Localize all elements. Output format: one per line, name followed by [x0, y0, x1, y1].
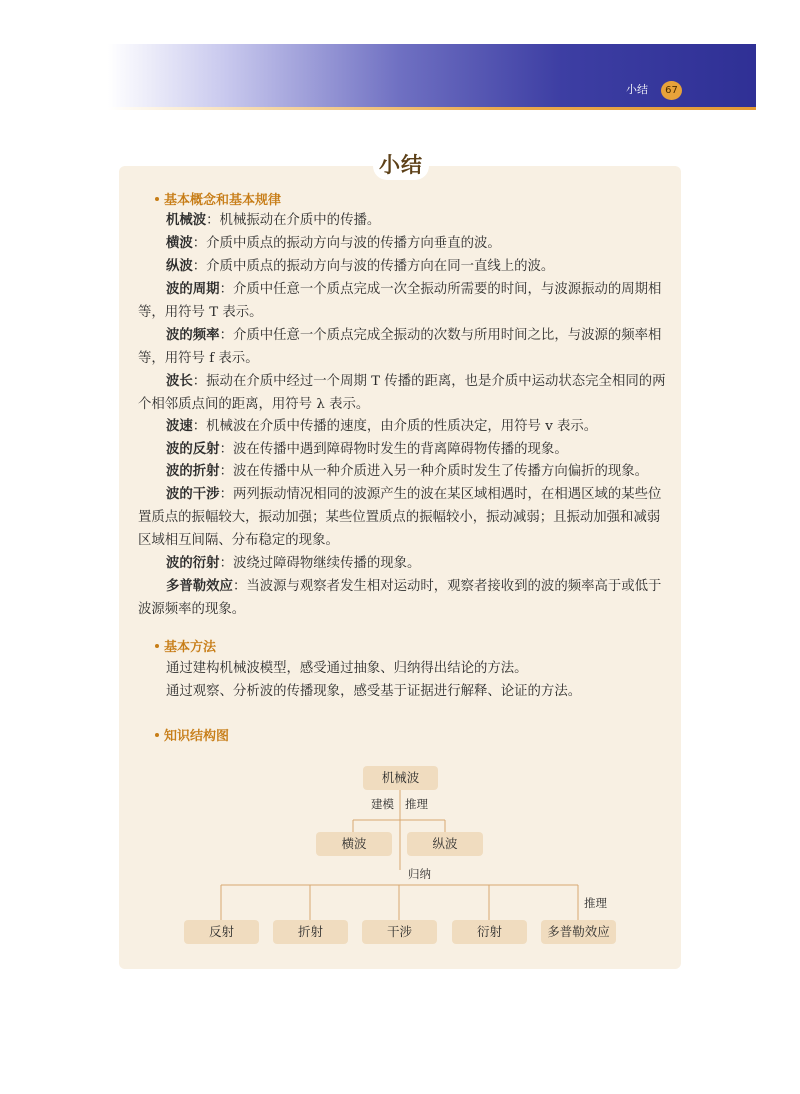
node-refraction: 折射 [273, 920, 348, 944]
page-title: 小结 [373, 151, 429, 180]
definition-reflection: 波的反射：波在传播中遇到障碍物时发生的背离障碍物传播的现象。 [166, 442, 568, 457]
edge-label-modeling: 建模 [371, 797, 394, 811]
method-line-1: 通过建构机械波模型，感受通过抽象、归纳得出结论的方法。 [166, 661, 528, 676]
node-longitudinal-wave: 纵波 [407, 832, 483, 856]
definition-mechanical-wave: 机械波：机械振动在介质中的传播。 [166, 213, 381, 228]
definition-longitudinal-wave: 纵波：介质中质点的振动方向与波的传播方向在同一直线上的波。 [166, 259, 555, 274]
header-section-label: 小结 [626, 83, 648, 96]
definition-frequency: 波的频率：介质中任意一个质点完成全振动的次数与所用时间之比，与波源的频率相等，用符号 f 表示。 [138, 328, 662, 366]
definition-diffraction: 波的衍射：波绕过障碍物继续传播的现象。 [166, 556, 421, 571]
node-transverse-wave: 横波 [316, 832, 392, 856]
definition-interference: 波的干涉：两列振动情况相同的波源产生的波在某区域相遇时，在相遇区域的某些位置质点的振幅较大，振动加强；某些位置质点的振幅较小，振动减弱；且振动加强和减弱区域相互间隔、分布稳定的现象。 [138, 487, 662, 548]
definition-transverse-wave: 横波：介质中质点的振动方向与波的传播方向垂直的波。 [166, 236, 501, 251]
node-doppler-effect: 多普勒效应 [541, 920, 616, 944]
section-heading-methods: 基本方法 [155, 639, 216, 657]
edge-label-induction: 归纳 [408, 867, 431, 881]
section-heading-structure: 知识结构图 [155, 728, 229, 746]
definition-period: 波的周期：介质中任意一个质点完成一次全振动所需要的时间，与波源振动的周期相等，用符号 T 表示。 [138, 282, 662, 320]
section-heading-basics: 基本概念和基本规律 [155, 192, 281, 210]
node-diffraction: 衍射 [452, 920, 527, 944]
node-mechanical-wave: 机械波 [363, 766, 438, 790]
page-number-badge: 67 [661, 81, 682, 100]
method-line-2: 通过观察、分析波的传播现象，感受基于证据进行解释、论证的方法。 [166, 684, 582, 699]
node-interference: 干涉 [362, 920, 437, 944]
edge-label-reasoning: 推理 [405, 797, 428, 811]
definition-doppler-effect: 多普勒效应：当波源与观察者发生相对运动时，观察者接收到的波的频率高于或低于波源频率的现象。 [138, 579, 662, 617]
node-reflection: 反射 [184, 920, 259, 944]
definition-wave-speed: 波速：机械波在介质中传播的速度，由介质的性质决定，用符号 v 表示。 [166, 419, 598, 434]
definition-refraction: 波的折射：波在传播中从一种介质进入另一种介质时发生了传播方向偏折的现象。 [166, 464, 649, 479]
edge-label-reasoning-doppler: 推理 [584, 896, 607, 910]
definition-wavelength: 波长：振动在介质中经过一个周期 T 传播的距离，也是介质中运动状态完全相同的两个相邻质点间的距离，用符号 λ 表示。 [138, 374, 666, 412]
